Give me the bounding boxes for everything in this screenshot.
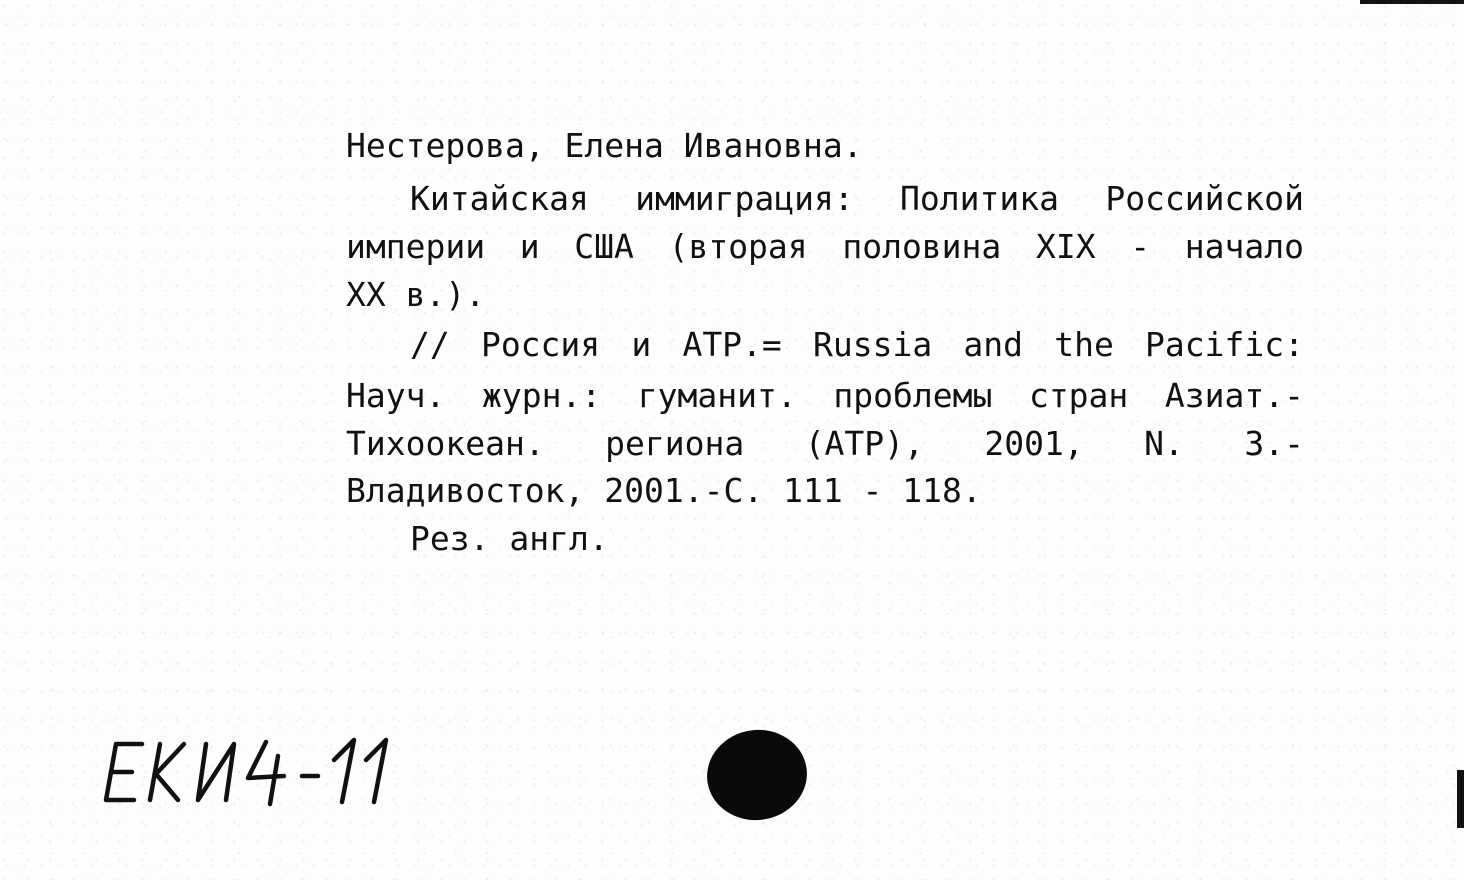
title-line-2: империи и США (вторая половина XIX - начало: [346, 227, 1304, 266]
shelf-mark-handwriting: [98, 730, 418, 810]
top-edge-mark: [1360, 0, 1464, 4]
title-line-1: Китайская иммиграция: Политика Российской: [410, 179, 1304, 218]
source-line-3: Тихоокеан. региона (АТР), 2001, N. 3.-: [346, 424, 1304, 463]
title-line-3: XX в.).: [346, 275, 486, 314]
author-line: Нестерова, Елена Ивановна.: [346, 126, 863, 165]
right-edge-mark: [1457, 770, 1464, 828]
source-line-1: // Россия и АТР.= Russia and the Pacific:: [410, 325, 1304, 364]
source-line-2: Науч. журн.: гуманит. проблемы стран Азиат.-: [346, 376, 1304, 415]
punch-hole: [701, 723, 813, 826]
source-line-4: Владивосток, 2001.-С. 111 - 118.: [346, 471, 982, 510]
note-line: Рез. англ.: [410, 519, 609, 558]
